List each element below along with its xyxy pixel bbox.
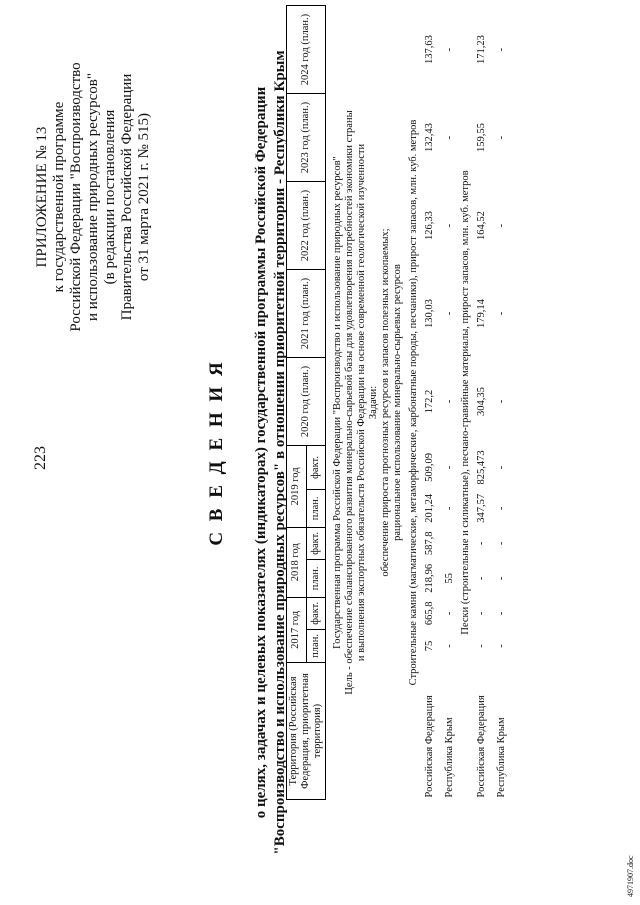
value-cell: - (444, 465, 455, 470)
value-cell: 665,8 (424, 601, 435, 626)
program-name: Государственная программа Российской Федерации "Воспроизводство и использование природных ресурсов" (332, 156, 343, 649)
header-2020: 2020 год (план.) (287, 358, 326, 446)
appendix-line: от 31 марта 2021 г. № 515) (136, 112, 152, 282)
appendix-line: (в редакции постановления (102, 109, 118, 285)
value-cell: - (496, 611, 507, 616)
table-row (492, 6, 512, 800)
header-2021: 2021 год (план.) (287, 270, 326, 358)
appendix-line: к государственной программе (51, 101, 67, 293)
value-cell: 164,52 (476, 211, 487, 240)
indicators-table (286, 5, 512, 800)
indicator-1-title: Строительные камни (магматические, метаморфические, карбонатные породы, песчаники), прирост запасов, млн. куб. метров (408, 119, 419, 686)
value-cell: 171,23 (476, 35, 487, 64)
appendix-line: и использование природных ресурсов" (85, 73, 101, 321)
task-1: обеспечение прироста прогнозных ресурсов и запасов полезных ископаемых; (380, 228, 391, 577)
header-2017: 2017 год (287, 597, 307, 662)
territory-cell: Российская Федерация (476, 695, 487, 798)
tasks-label: Задачи: (368, 385, 379, 420)
value-cell: 587,8 (424, 531, 435, 556)
value-cell: - (496, 223, 507, 228)
indicator-2-title: Пески (строительные и силикатные), песчано-гравийные материалы, прирост запасов, млн. куб. метров (460, 170, 471, 635)
document-id: 4971907.doc (626, 855, 635, 897)
value-cell: - (444, 47, 455, 52)
header-2024: 2024 год (план.) (287, 6, 326, 94)
document-heading (206, 0, 290, 905)
value-cell: 130,03 (424, 299, 435, 328)
header-fact: факт. (306, 527, 326, 559)
value-cell: - (496, 541, 507, 546)
territory-cell: Республика Крым (444, 717, 455, 798)
value-cell: - (444, 311, 455, 316)
value-cell: 55 (444, 573, 455, 584)
value-cell: - (476, 611, 487, 616)
appendix-block (34, 47, 153, 347)
value-cell: 347,57 (476, 493, 487, 523)
value-cell: 126,33 (424, 211, 435, 240)
table-row (420, 6, 440, 800)
header-2018: 2018 год (287, 527, 307, 597)
goal-line-1: Цель - обеспечение сбалансированного развития минерально-сырьевой базы для удовлетворения потребностей экономики страны (344, 110, 355, 695)
value-cell: 218,96 (424, 563, 435, 593)
value-cell: 179,14 (476, 299, 487, 328)
appendix-line: Российской Федерации "Воспроизводство (68, 62, 84, 332)
value-cell: 509,09 (424, 453, 435, 482)
territory-cell: Республика Крым (496, 717, 507, 798)
value-cell: - (496, 47, 507, 52)
value-cell: - (444, 223, 455, 228)
header-2022: 2022 год (план.) (287, 182, 326, 270)
value-cell: - (496, 311, 507, 316)
value-cell: - (476, 644, 487, 648)
value-cell: 825,473 (476, 450, 487, 485)
value-cell: - (496, 576, 507, 581)
page-number: 223 (32, 446, 49, 470)
heading-line-1: о целях, задачах и целевых показателях (индикаторах) государственной программы Российской Федерации (253, 86, 269, 819)
value-cell: 201,24 (424, 493, 435, 523)
value-cell: 172,2 (424, 389, 435, 414)
value-cell: - (444, 644, 455, 648)
value-cell: - (444, 506, 455, 511)
value-cell: - (496, 644, 507, 648)
value-cell: - (496, 135, 507, 140)
value-cell: 304,35 (476, 387, 487, 416)
value-cell: 159,55 (476, 123, 487, 153)
goal-line-2: и выполнения экспортных обязательств Российской Федерации на основе современной геологической изученности (356, 143, 367, 662)
header-fact: факт. (306, 445, 326, 489)
value-cell (440, 527, 460, 559)
value-cell: - (444, 135, 455, 140)
table-row (440, 6, 460, 800)
table-row (472, 6, 492, 800)
header-fact: факт. (306, 597, 326, 629)
header-plan: план. (306, 489, 326, 527)
value-cell: - (444, 399, 455, 404)
header-territory: Территория (Российская Федерация, приоритетная территория) (287, 663, 326, 800)
value-cell: - (496, 506, 507, 511)
value-cell: - (496, 399, 507, 404)
territory-cell: Российская Федерация (424, 695, 435, 798)
heading-line-2: "Воспроизводство и использование природных ресурсов" в отношении приоритетной территории - Республики Крым (272, 50, 288, 855)
value-cell: 75 (424, 640, 435, 652)
header-2019: 2019 год (287, 445, 307, 527)
value-cell: 137,63 (424, 35, 435, 64)
header-plan: план. (306, 559, 326, 597)
value-cell: - (496, 465, 507, 470)
header-2023: 2023 год (план.) (287, 94, 326, 182)
value-cell: - (476, 541, 487, 546)
value-cell: - (476, 576, 487, 581)
value-cell: 132,43 (424, 123, 435, 153)
header-plan: план. (306, 629, 326, 662)
value-cell: - (444, 611, 455, 616)
task-2: рациональное использование минерально-сырьевых ресурсов (392, 264, 403, 541)
appendix-line: Правительства Российской Федерации (119, 73, 135, 321)
heading-title: С В Е Д Е Н И Я (206, 359, 227, 546)
appendix-title: ПРИЛОЖЕНИЕ № 13 (34, 126, 50, 268)
